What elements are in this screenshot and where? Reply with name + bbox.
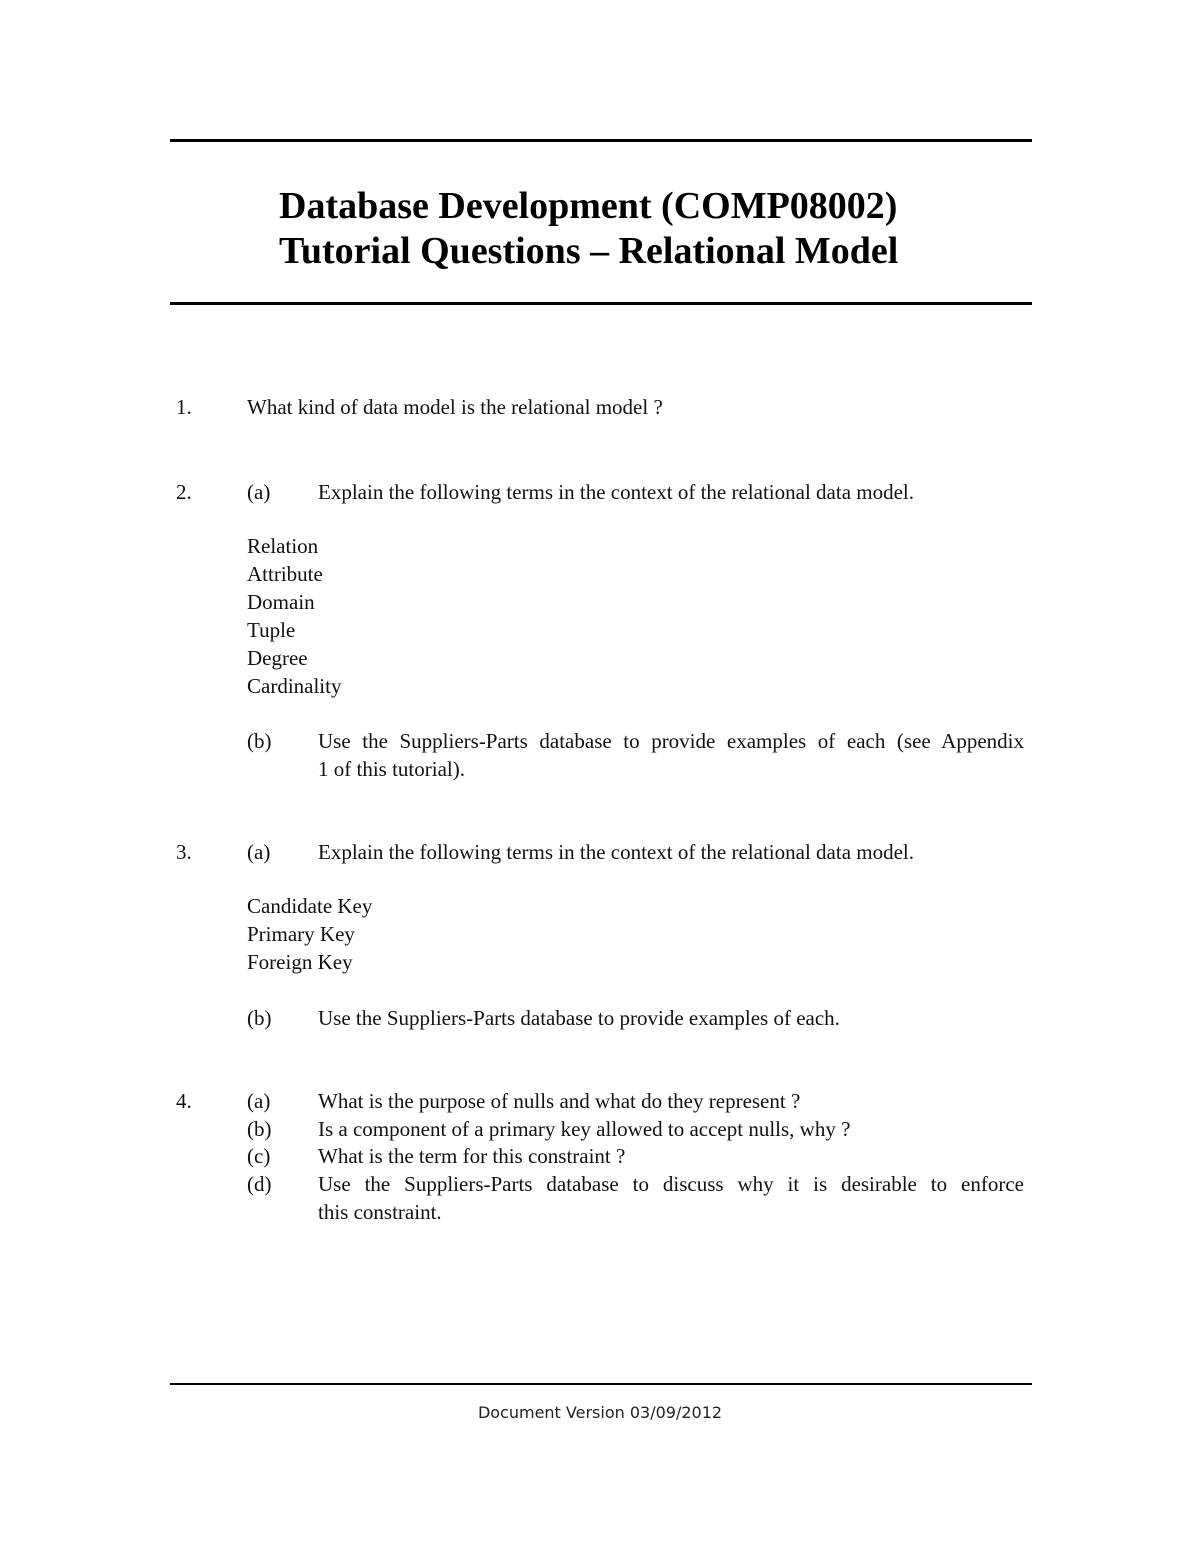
term-item: Candidate Key [247,894,373,918]
term-item: Primary Key [247,922,355,946]
term-item: Tuple [247,618,296,642]
part-text-line: Use the Suppliers-Parts database to discuss why it is desirable to enforce [318,1172,1024,1196]
part-text: What is the purpose of nulls and what do they represent ? [318,1089,801,1113]
document-title: Database Development (COMP08002) [279,185,898,227]
part-label: (a) [247,1089,271,1113]
part-text-line: 1 of this tutorial). [318,757,465,781]
term-item: Foreign Key [247,950,353,974]
top-rule [170,139,1032,142]
term-item: Degree [247,646,308,670]
part-label: (a) [247,840,271,864]
document-subtitle: Tutorial Questions – Relational Model [279,230,899,272]
part-text-line: this constraint. [318,1200,442,1224]
part-label: (d) [247,1172,272,1196]
question-text: What kind of data model is the relational model ? [247,395,663,419]
term-item: Domain [247,590,315,614]
question-number: 1. [176,395,192,419]
term-item: Relation [247,534,319,558]
question-number: 3. [176,840,192,864]
part-text [318,727,1024,783]
part-text-line: Use the Suppliers-Parts database to provide examples of each (see Appendix [318,729,1024,753]
footer-rule [170,1383,1032,1385]
part-text [318,1170,1024,1226]
part-label: (a) [247,480,271,504]
part-text: What is the term for this constraint ? [318,1144,626,1168]
part-label: (c) [247,1144,271,1168]
term-item: Attribute [247,562,323,586]
title-bottom-rule [170,302,1032,305]
part-text: Use the Suppliers-Parts database to provide examples of each. [318,1006,840,1030]
part-label: (b) [247,1006,272,1030]
part-text: Explain the following terms in the context of the relational data model. [318,840,914,864]
question-number: 4. [176,1089,192,1113]
part-label: (b) [247,729,272,753]
part-text: Is a component of a primary key allowed to accept nulls, why ? [318,1117,851,1141]
question-number: 2. [176,480,192,504]
part-label: (b) [247,1117,272,1141]
part-text: Explain the following terms in the context of the relational data model. [318,480,914,504]
document-version-footer: Document Version 03/09/2012 [477,1403,723,1422]
term-item: Cardinality [247,674,342,698]
